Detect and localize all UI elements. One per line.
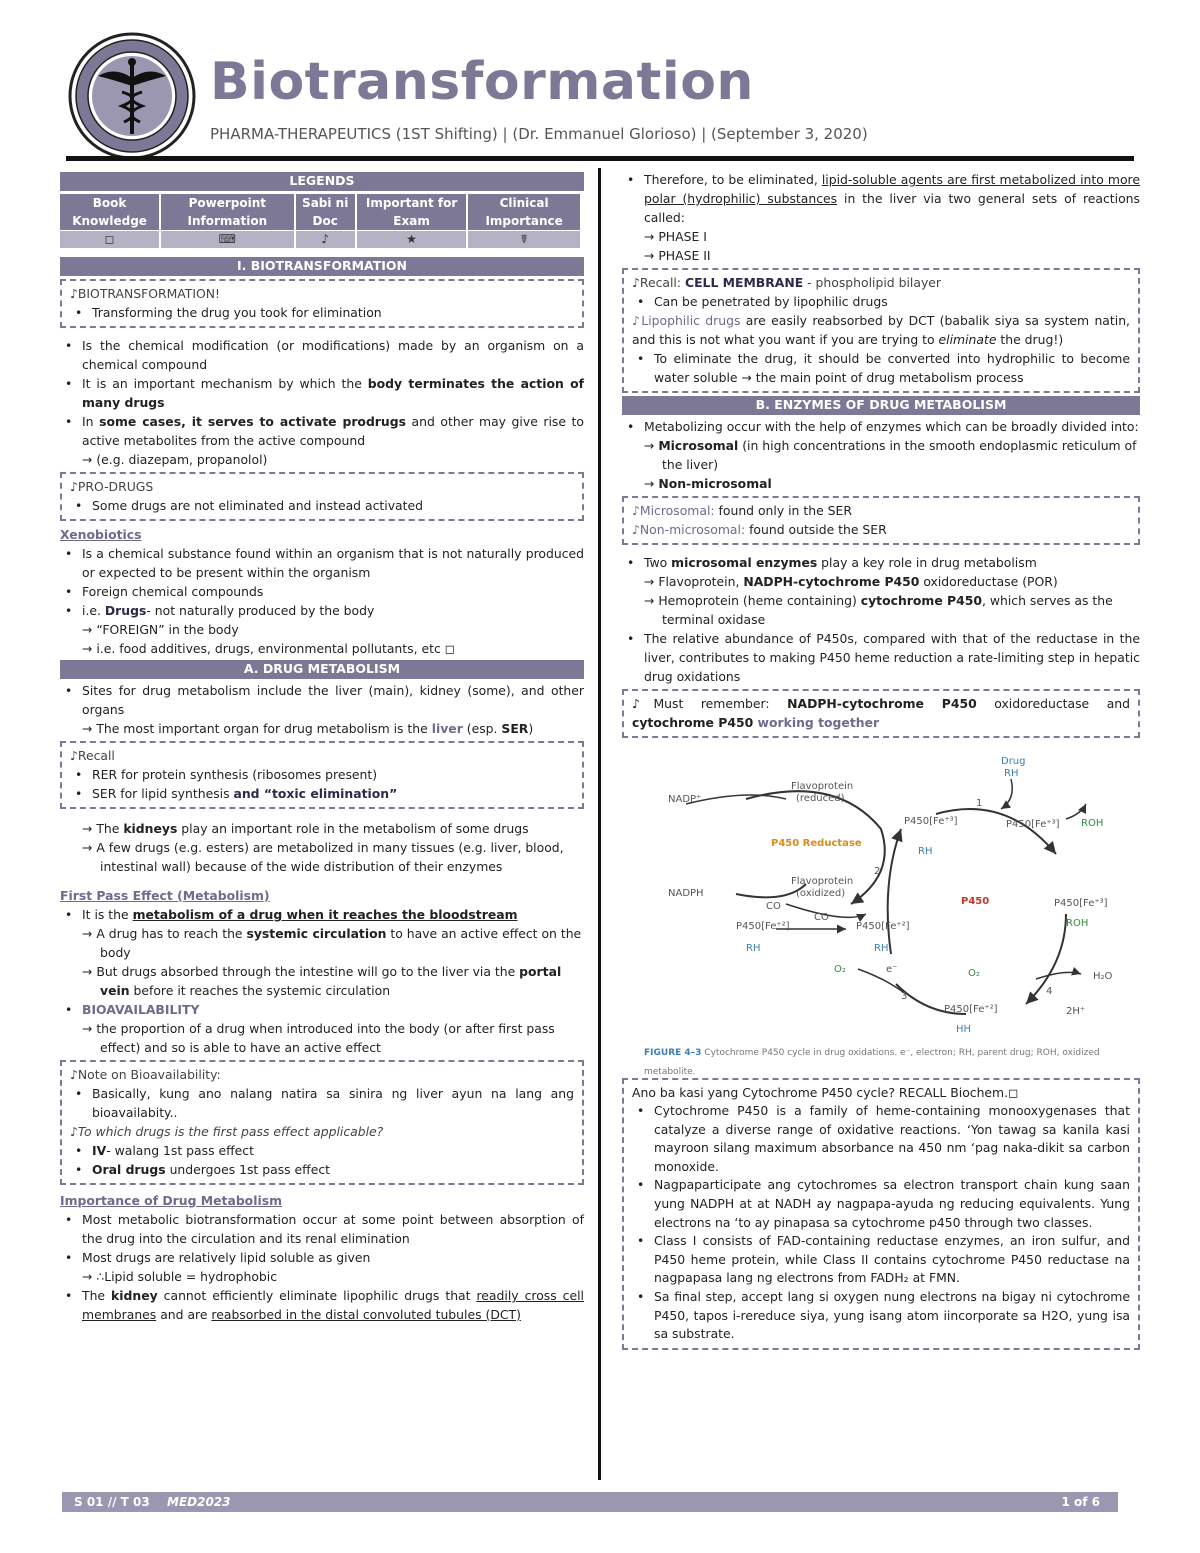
sub-item: → The kidneys play an important role in the metabolism of some drugs <box>82 821 529 836</box>
note-box-biotransformation <box>60 279 584 328</box>
sub-item: → The most important organ for drug metabolism is the liver (esp. SER) <box>82 721 534 736</box>
legend-label: Powerpoint Information <box>161 194 293 230</box>
star-icon: ★ <box>357 231 466 248</box>
label-o2-2: O₂ <box>968 968 980 979</box>
note-question: ♪To which drugs is the first pass effect applicable? <box>70 1124 384 1139</box>
sub-item: → But drugs absorbed through the intestine will go to the liver via the portal vein before it reaches the systemic circulation <box>82 964 562 998</box>
list-item: • Is a chemical substance found within an organism that is not naturally produced or expected to be present within the organism <box>60 544 584 582</box>
note-title: ♪BIOTRANSFORMATION! <box>70 286 221 301</box>
sub-item: → A drug has to reach the systemic circulation to have an active effect on the body <box>82 926 582 960</box>
left-column <box>60 170 584 1324</box>
note-line: ♪Non-microsomal: found outside the SER <box>632 522 887 537</box>
bullet-list <box>60 1000 584 1019</box>
bullet-list <box>60 336 584 450</box>
label-rh-2: RH <box>918 846 933 857</box>
page-footer <box>62 1492 1118 1512</box>
label-reductase: P450 Reductase <box>771 838 862 849</box>
list-item: • Metabolizing occur with the help of enzymes which can be broadly divided into: <box>622 417 1140 436</box>
list-item: • RER for protein synthesis (ribosomes present) <box>70 765 574 784</box>
list-item: • It is the metabolism of a drug when it reaches the bloodstream <box>60 905 584 924</box>
label-p450-fe2: P450[Fe⁺²] <box>856 921 910 932</box>
list-item: • BIOAVAILABILITY <box>60 1000 584 1019</box>
sub-item: → PHASE I <box>644 229 707 244</box>
list-item: • Most drugs are relatively lipid soluble as given <box>60 1248 584 1267</box>
label-e-minus: e⁻ <box>886 964 898 975</box>
music-note-icon: ♪ <box>296 231 355 248</box>
footer-code: S 01 // T 03 <box>74 1495 150 1509</box>
list-item: • In some cases, it serves to activate prodrugs and other may give rise to active metabolites from the active compound <box>60 412 584 450</box>
bullet-list <box>60 544 584 620</box>
list-item: • Sa final step, accept lang si oxygen nung electrons na bigay ni cytochrome P450, tapos i-rereduce siya, yung isang atom iincorporate sa H2O, yung isa sa substrate. <box>632 1288 1130 1344</box>
sub-item: → A few drugs (e.g. esters) are metabolized in many tissues (e.g. liver, blood, intestinal wall) because of the wide distribution of their enzymes <box>82 840 564 874</box>
list-item: • Therefore, to be eliminated, lipid-soluble agents are first metabolized into more polar (hydrophilic) substances in the liver via two general sets of reactions called: <box>622 170 1140 227</box>
bullet-list <box>60 681 584 719</box>
list-item: • Nagpaparticipate ang cytochromes sa electron transport chain kung saan yung NADPH at at NADH ay nagpapa-ayuda ng reducing equivalents. Yung electrons na ‘to ay pinapasa sa cytochrome p450 through two classes. <box>632 1176 1130 1232</box>
list-item: • Oral drugs undergoes 1st pass effect <box>70 1160 574 1179</box>
label-2h: 2H⁺ <box>1066 1006 1086 1017</box>
medical-seal-logo <box>68 32 196 160</box>
section-biotransformation: I. BIOTRANSFORMATION <box>60 257 584 276</box>
label-roh: ROH <box>1081 818 1104 829</box>
note-paragraph: ♪Lipophilic drugs are easily reabsorbed by DCT (babalik siya sa system natin, and this is not what you want if you are trying to eliminate the drug!) <box>632 313 1130 347</box>
list-item: • Most metabolic biotransformation occur at some point between absorption of the drug into the circulation and its renal elimination <box>60 1210 584 1248</box>
legends-table <box>58 193 582 249</box>
bullet-list <box>622 170 1140 227</box>
p450-cycle-figure <box>626 744 1126 1077</box>
label-step-3: 3 <box>901 991 908 1002</box>
column-divider <box>598 168 601 1480</box>
label-p450: P450 <box>961 896 990 907</box>
sub-item: → “FOREIGN” in the body <box>82 622 239 637</box>
legend-label: Important for Exam <box>357 194 466 230</box>
label-nadp: NADP⁺ <box>668 794 702 805</box>
sub-item: → the proportion of a drug when introduced into the body (or after first pass effect) and so is able to have an active effect <box>82 1021 555 1055</box>
note-box-bioavailability <box>60 1060 584 1185</box>
note-box-microsomal <box>622 496 1140 545</box>
label-step-1: 1 <box>976 798 983 809</box>
label-flavo-ox2: (oxidized) <box>796 888 846 899</box>
legend-label: Book Knowledge <box>60 194 159 230</box>
sub-item: → ∴Lipid soluble = hydrophobic <box>82 1269 278 1284</box>
bullet-list <box>60 905 584 924</box>
p450-cycle-diagram <box>626 744 1126 1044</box>
list-item: • The relative abundance of P450s, compared with that of the reductase in the liver, contributes to making P450 heme reduction a rate-limiting step in hepatic drug oxidations <box>622 629 1140 686</box>
list-item: • Sites for drug metabolism include the liver (main), kidney (some), and other organs <box>60 681 584 719</box>
note-box-cytochrome-cycle <box>622 1078 1140 1350</box>
footer-page-number: 1 of 6 <box>1061 1495 1100 1509</box>
heading-first-pass: First Pass Effect (Metabolism) <box>60 888 270 903</box>
bullet-list <box>60 1286 584 1324</box>
list-item: • It is an important mechanism by which the body terminates the action of many drugs <box>60 374 584 412</box>
note-line: ♪Microsomal: found only in the SER <box>632 503 852 518</box>
figure-caption: FIGURE 4–3 Cytochrome P450 cycle in drug oxidations. e⁻, electron; RH, parent drug; ROH, oxidized metabolite. <box>644 1048 1100 1077</box>
note-title: ♪Recall: CELL MEMBRANE - phospholipid bilayer <box>632 275 941 290</box>
list-item: • Class I consists of FAD-containing reductase enzymes, an iron sulfur, and P450 heme protein, while Class II contains cytochrome P450 reductase na nagpapasa lang ng electrons from FADH₂ at FMN. <box>632 1232 1130 1288</box>
bullet-list <box>622 629 1140 686</box>
note-box-must-remember: ♪Must remember: NADPH-cytochrome P450 oxidoreductase and cytochrome P450 working together <box>622 689 1140 738</box>
sub-item: → Flavoprotein, NADPH-cytochrome P450 oxidoreductase (POR) <box>644 574 1058 589</box>
label-rh-4: RH <box>874 943 889 954</box>
section-enzymes: B. ENZYMES OF DRUG METABOLISM <box>622 396 1140 415</box>
header-rule <box>66 156 1134 161</box>
label-flavo-red: Flavoprotein <box>791 781 854 792</box>
list-item: • Cytochrome P450 is a family of heme-containing monooxygenases that catalyze a diverse range of oxidative reactions. ‘Yon tawag sa kanila kasi mayroon silang maximum absorbance na 450 nm ‘pag naka-dikit sa carbon monoxide. <box>632 1102 1130 1176</box>
label-p450-fe3: P450[Fe⁺³] <box>1006 819 1060 830</box>
note-box-prodrugs <box>60 472 584 521</box>
section-drug-metabolism: A. DRUG METABOLISM <box>60 660 584 679</box>
note-title: ♪Recall <box>70 748 115 763</box>
label-h2o: H₂O <box>1093 971 1113 982</box>
label-p450-fe2co: P450[Fe⁺²] <box>736 921 790 932</box>
label-co: CO <box>766 901 781 912</box>
label-p450-fe3b: P450[Fe⁺³] <box>1054 898 1108 909</box>
list-item: • IV- walang 1st pass effect <box>70 1141 574 1160</box>
caduceus-icon: ☤ <box>468 231 580 248</box>
list-item: • Is the chemical modification (or modifications) made by an organism on a chemical compound <box>60 336 584 374</box>
note-title: ♪Note on Bioavailability: <box>70 1067 221 1082</box>
note-title: Ano ba kasi yang Cytochrome P450 cycle? RECALL Biochem.◻ <box>632 1085 1019 1100</box>
legend-label: Sabi ni Doc <box>296 194 355 230</box>
label-step-2: 2 <box>874 866 881 877</box>
list-item: • Some drugs are not eliminated and instead activated <box>70 496 574 515</box>
legends-title: LEGENDS <box>60 172 584 191</box>
label-o2: O₂ <box>834 964 846 975</box>
sub-item: → Microsomal (in high concentrations in the smooth endoplasmic reticulum of the liver) <box>644 438 1137 472</box>
label-rh-3: RH <box>746 943 761 954</box>
keyboard-icon: ⌨ <box>161 231 293 248</box>
label-hh: HH <box>956 1024 972 1035</box>
label-p450-fe3-rh: P450[Fe⁺³] <box>904 816 958 827</box>
page-subtitle: PHARMA-THERAPEUTICS (1ST Shifting) | (Dr. Emmanuel Glorioso) | (September 3, 2020) <box>210 125 868 143</box>
sub-item: → Non-microsomal <box>644 476 772 491</box>
sub-item: → Hemoprotein (heme containing) cytochrome P450, which serves as the terminal oxidase <box>644 593 1113 627</box>
label-step-4: 4 <box>1046 986 1053 997</box>
bullet-list <box>622 553 1140 572</box>
label-flavo-ox: Flavoprotein <box>791 876 854 887</box>
right-column <box>622 170 1140 1353</box>
note-box-recall <box>60 741 584 809</box>
list-item: • To eliminate the drug, it should be converted into hydrophilic to become water soluble → the main point of drug metabolism process <box>632 349 1130 387</box>
list-item: • The kidney cannot efficiently eliminate lipophilic drugs that readily cross cell membranes and are reabsorbed in the distal convoluted tubules (DCT) <box>60 1286 584 1324</box>
bullet-list <box>60 1210 584 1267</box>
label-co-2: CO <box>814 912 829 923</box>
list-item: • SER for lipid synthesis and “toxic elimination” <box>70 784 574 803</box>
label-flavo-red2: (reduced) <box>796 793 845 804</box>
book-icon: ◻ <box>60 231 159 248</box>
note-box-cell-membrane <box>622 268 1140 393</box>
list-item: • Can be penetrated by lipophilic drugs <box>632 292 1130 311</box>
label-roh-2: ROH <box>1066 918 1089 929</box>
sub-item: → i.e. food additives, drugs, environmental pollutants, etc ◻ <box>82 641 455 656</box>
label-drug: Drug <box>1001 756 1026 767</box>
note-title: ♪PRO-DRUGS <box>70 479 154 494</box>
bullet-list <box>622 417 1140 436</box>
footer-batch: MED2023 <box>167 1495 231 1509</box>
heading-xenobiotics: Xenobiotics <box>60 527 142 542</box>
list-item: • i.e. Drugs- not naturally produced by the body <box>60 601 584 620</box>
list-item: • Foreign chemical compounds <box>60 582 584 601</box>
sub-item: → (e.g. diazepam, propanolol) <box>82 452 268 467</box>
list-item: • Transforming the drug you took for elimination <box>70 303 574 322</box>
label-rh: RH <box>1004 768 1019 779</box>
label-p450-fe2o2: P450[Fe⁺²] <box>944 1004 998 1015</box>
list-item: • Two microsomal enzymes play a key role in drug metabolism <box>622 553 1140 572</box>
page-title: Biotransformation <box>210 52 754 112</box>
list-item: • Basically, kung ano nalang natira sa sinira ng liver ayun na lang ang bioavailabity.. <box>70 1084 574 1122</box>
legend-label: Clinical Importance <box>468 194 580 230</box>
heading-importance: Importance of Drug Metabolism <box>60 1193 282 1208</box>
page-header <box>62 30 1137 158</box>
label-nadph: NADPH <box>668 888 704 899</box>
sub-item: → PHASE II <box>644 248 711 263</box>
